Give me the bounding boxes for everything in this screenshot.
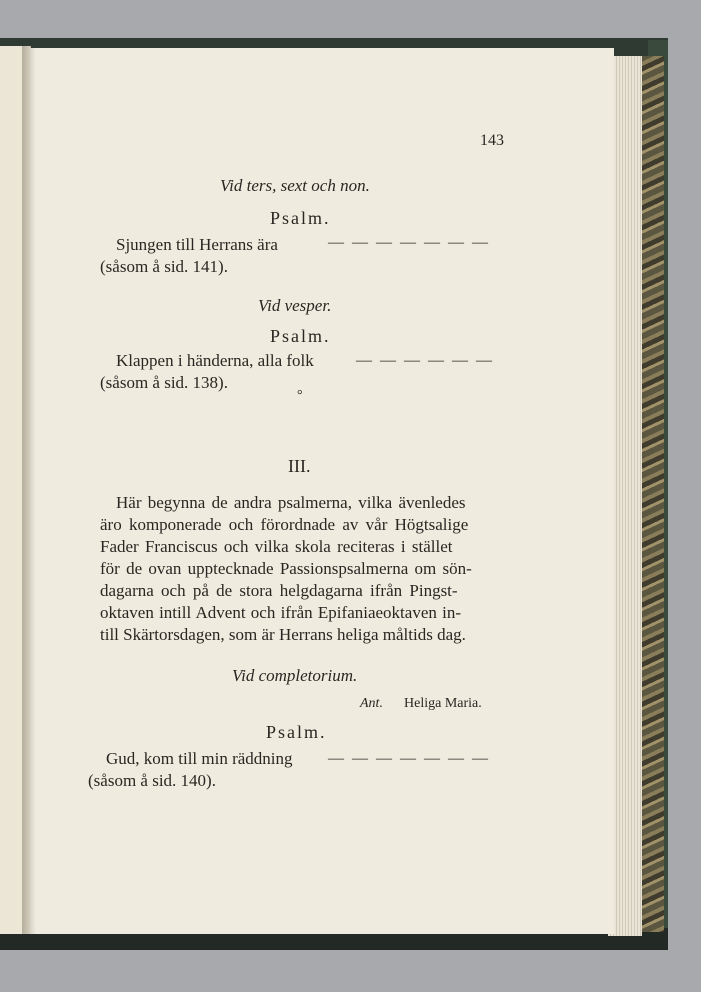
psalm-reference: (såsom å sid. 138). [100, 373, 228, 392]
page-gutter-shadow [22, 46, 36, 934]
paragraph-line: dagarna och på de stora helgdagarna ifrån Pingst- [100, 581, 458, 600]
paragraph-line: för de ovan upptecknade Passionspsalmerna om sön- [100, 559, 472, 578]
paragraph-line: till Skärtorsdagen, som är Herrans heliga måltids dag. [100, 625, 466, 644]
paragraph-line: Fader Franciscus och vilka skola reciteras i stället [100, 537, 453, 556]
psalm-reference: (såsom å sid. 140). [88, 771, 216, 790]
psalm-title: Sjungen till Herrans ära [116, 235, 278, 254]
psalm-label: Psalm. [270, 326, 331, 346]
psalm-dashes: — — — — — — — [328, 234, 490, 251]
psalm-title: Klappen i händerna, alla folk [116, 351, 314, 370]
book-page [30, 48, 614, 934]
psalm-dashes: — — — — — — — [328, 750, 490, 767]
marbled-edge [640, 56, 664, 932]
psalm-title: Gud, kom till min räddning [106, 749, 293, 768]
section-heading-vesper: Vid vesper. [258, 296, 332, 315]
psalm-label: Psalm. [270, 208, 331, 228]
antiphon-text: Heliga Maria. [404, 696, 482, 711]
psalm-reference: (såsom å sid. 141). [100, 257, 228, 276]
psalm-label: Psalm. [266, 722, 327, 742]
psalm-dashes: — — — — — — [356, 352, 494, 369]
paragraph-line: äro komponerade och förordnade av vår Högtsalige [100, 515, 469, 534]
paragraph-line: Här begynna de andra psalmerna, vilka ävenledes [116, 493, 466, 512]
antiphon-abbrev: Ant. [360, 696, 383, 711]
paragraph-line: oktaven intill Advent och ifrån Epifaniaeoktaven in- [100, 603, 461, 622]
section-heading-ters: Vid ters, sext och non. [220, 176, 370, 195]
part-numeral: III. [288, 456, 311, 476]
ornament: ° [297, 388, 303, 403]
page-number: 143 [480, 132, 504, 149]
section-heading-completorium: Vid completorium. [232, 666, 358, 685]
